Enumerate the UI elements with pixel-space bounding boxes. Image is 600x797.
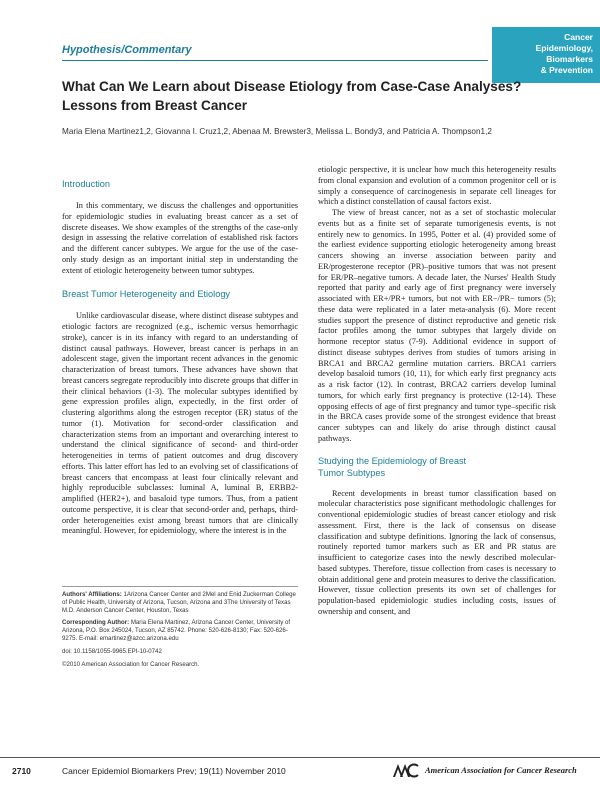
author-affiliations xyxy=(62,591,298,614)
section-type-label: Hypothesis/Commentary xyxy=(62,44,192,56)
section-heading-subtypes xyxy=(318,455,556,479)
right-paragraph-3: Recent developments in breast tumor classification based on molecular characteristics pose significant methodologic challenges for conventional epidemiologic studies of breast cancer etiology and risk assessment. First, there is the lack of consensus on disease classification and subtype definitions. Ignoring the lack of consensus, routinely reported tumor markers such as ER and PR status are insufficient to categorize cases into the newly described molecular-based subtypes. Therefore, tissue collection from cases is necessary to obtain additional gene and protein measures to derive the classification. However, tissue collection presents its own set of challenges for population-based epidemiologic studies including costs, issues of ownership and consent, and xyxy=(318,488,556,616)
journal-badge-line: Cancer xyxy=(564,32,593,42)
right-column xyxy=(318,165,556,618)
right-paragraph-2: The view of breast cancer, not as a set of stochastic molecular events but as a finite set of separate tumorigenesis events, is not entirely new to genomics. In 1995, Potter et al. (4) provided some of the earliest evidence supporting etiologic heterogeneity among breast cancers showing an inverse association between parity and ER/progesterone receptor (PR)–positive tumors that was not present for ER/PR–negative tumors. A decade later, the Nurses' Health Study reported that parity and early age of first pregnancy were inversely associated with ER+/PR+ tumors, but not with ER−/PR− tumors (5); these data were replicated in a later meta-analysis (6). More recent studies support the presence of distinct reproductive and genetic risk factor profiles among the tumor subtypes that largely divide on hormone receptor status (7-9). Additional evidence in support of distinct disease subtypes derives from studies of tumors arising in BRCA1 and BRCA2 germline mutation carriers. BRCA1 carriers develop basaloid tumors (10, 11), for which early first pregnancy acts as a risk factor (12). In contrast, BRCA2 carriers develop luminal tumors, for which early first pregnancy is protective (12-14). These opposing effects of age of first pregnancy and tumor type–specific risk in the BRCA cases provide some of the strongest evidence that breast cancer subtypes can and likely do arise through distinct causal pathways. xyxy=(318,208,556,443)
section-heading-line: Studying the Epidemiology of Breast xyxy=(318,455,467,466)
page-number: 2710 xyxy=(12,766,31,776)
corresponding-author xyxy=(62,619,298,642)
journal-badge-line: Epidemiology, xyxy=(535,43,593,53)
aacr-logo-icon xyxy=(392,762,422,778)
journal-badge-line: Biomarkers xyxy=(546,54,593,64)
footer-divider xyxy=(0,757,600,758)
corresponding-label: Corresponding Author: xyxy=(62,619,130,627)
left-column xyxy=(62,178,298,537)
publisher-logo xyxy=(392,761,577,779)
journal-citation: Cancer Epidemiol Biomarkers Prev; 19(11) November 2010 xyxy=(62,766,286,776)
right-paragraph-1: etiologic perspective, it is unclear how much this heterogeneity results from clonal expansion and evolution of a common progenitor cell or is simply a consequence of carcinogenesis in separate cell lineages for which a distinct constellation of causal factors exist. xyxy=(318,165,556,207)
section-heading-line: Tumor Subtypes xyxy=(318,467,386,478)
affiliations-label: Authors' Affiliations: xyxy=(62,591,122,598)
intro-paragraph: In this commentary, we discuss the challenges and opportunities for epidemiologic studies in evaluating breast cancer as a set of discrete diseases. We show examples of the strengths of the case-only design in assessing the relative correlation of established risk factors and the different cancer subtypes. We argue for the use of the case-only study design as an important initial step in understanding the extent of etiologic heterogeneity between tumor subtypes. xyxy=(62,201,298,275)
doi: doi: 10.1158/1055-9965.EPI-10-0742 xyxy=(62,647,162,655)
header-divider xyxy=(62,60,488,61)
affiliations-block xyxy=(62,586,298,668)
journal-badge xyxy=(492,27,600,83)
section-heading-introduction: Introduction xyxy=(62,179,111,189)
article-title: What Can We Learn about Disease Etiology from Case-Case Analyses? Lessons from Breast Cancer xyxy=(62,79,522,113)
affiliations-divider xyxy=(62,586,298,587)
heterogeneity-paragraph: Unlike cardiovascular disease, where distinct disease subtypes and etiologic factors are recognized (e.g., ischemic versus hemorrhagic stroke), cancer is in its infancy with regard to an understanding of distinct causal pathways. However, breast cancer is perhaps in an adolescent stage, given the important recent advances in the genomic characterization of breast tumors. These advances have shown that breast cancers segregate reproducibly into discrete groups that differ in their clinical behaviors (1-3). The molecular subtypes identified by gene expression profiles align, expectedly, in the first order of clustering algorithms along the estrogen receptor (ER) status of the tumor (1). Motivation for second-order classification and characterization stems from an important and overarching interest to understand the clinical significance of second- and third-order heterogeneities in terms of patient outcomes and drug discovery efforts. This latter effort has led to an evolving set of classifications of breast cancers that encompass at least four clinically relevant and highly reproducible subclasses: luminal A, luminal B, ERBB2-amplified (HER2+), and basaloid type tumors. Thus, from a patient outcome perspective, it is clear that second-order and, perhaps, third-order heterogeneities exist among breast tumors that are clinically meaningful. However, for epidemiology, where the interest is in the xyxy=(62,311,298,536)
journal-badge-line: & Prevention xyxy=(540,65,593,75)
publisher-name: American Association for Cancer Research xyxy=(425,765,577,775)
corresponding-text: Maria Elena Martinez, Arizona Cancer Center, University of Arizona, P.O. Box 245024, Tucson, AZ 85742. Phone: 520-626-8130; Fax: 520-626-9275. E-mail: emartinez@azcc.arizona.edu xyxy=(62,619,291,642)
section-heading-tumor-heterogeneity: Breast Tumor Heterogeneity and Etiology xyxy=(62,289,231,300)
copyright: ©2010 American Association for Cancer Research. xyxy=(62,660,200,668)
author-list: Maria Elena Martinez1,2, Giovanna I. Cruz1,2, Abenaa M. Brewster3, Melissa L. Bondy3, and Patricia A. Thompson1,2 xyxy=(62,127,492,136)
affiliations-text: 1Arizona Cancer Center and 2Mel and Enid Zuckerman College of Public Health, University of Arizona, Tucson, Arizona and 3The University of Texas M.D. Anderson Cancer Center, Houston, Texas xyxy=(62,591,296,614)
